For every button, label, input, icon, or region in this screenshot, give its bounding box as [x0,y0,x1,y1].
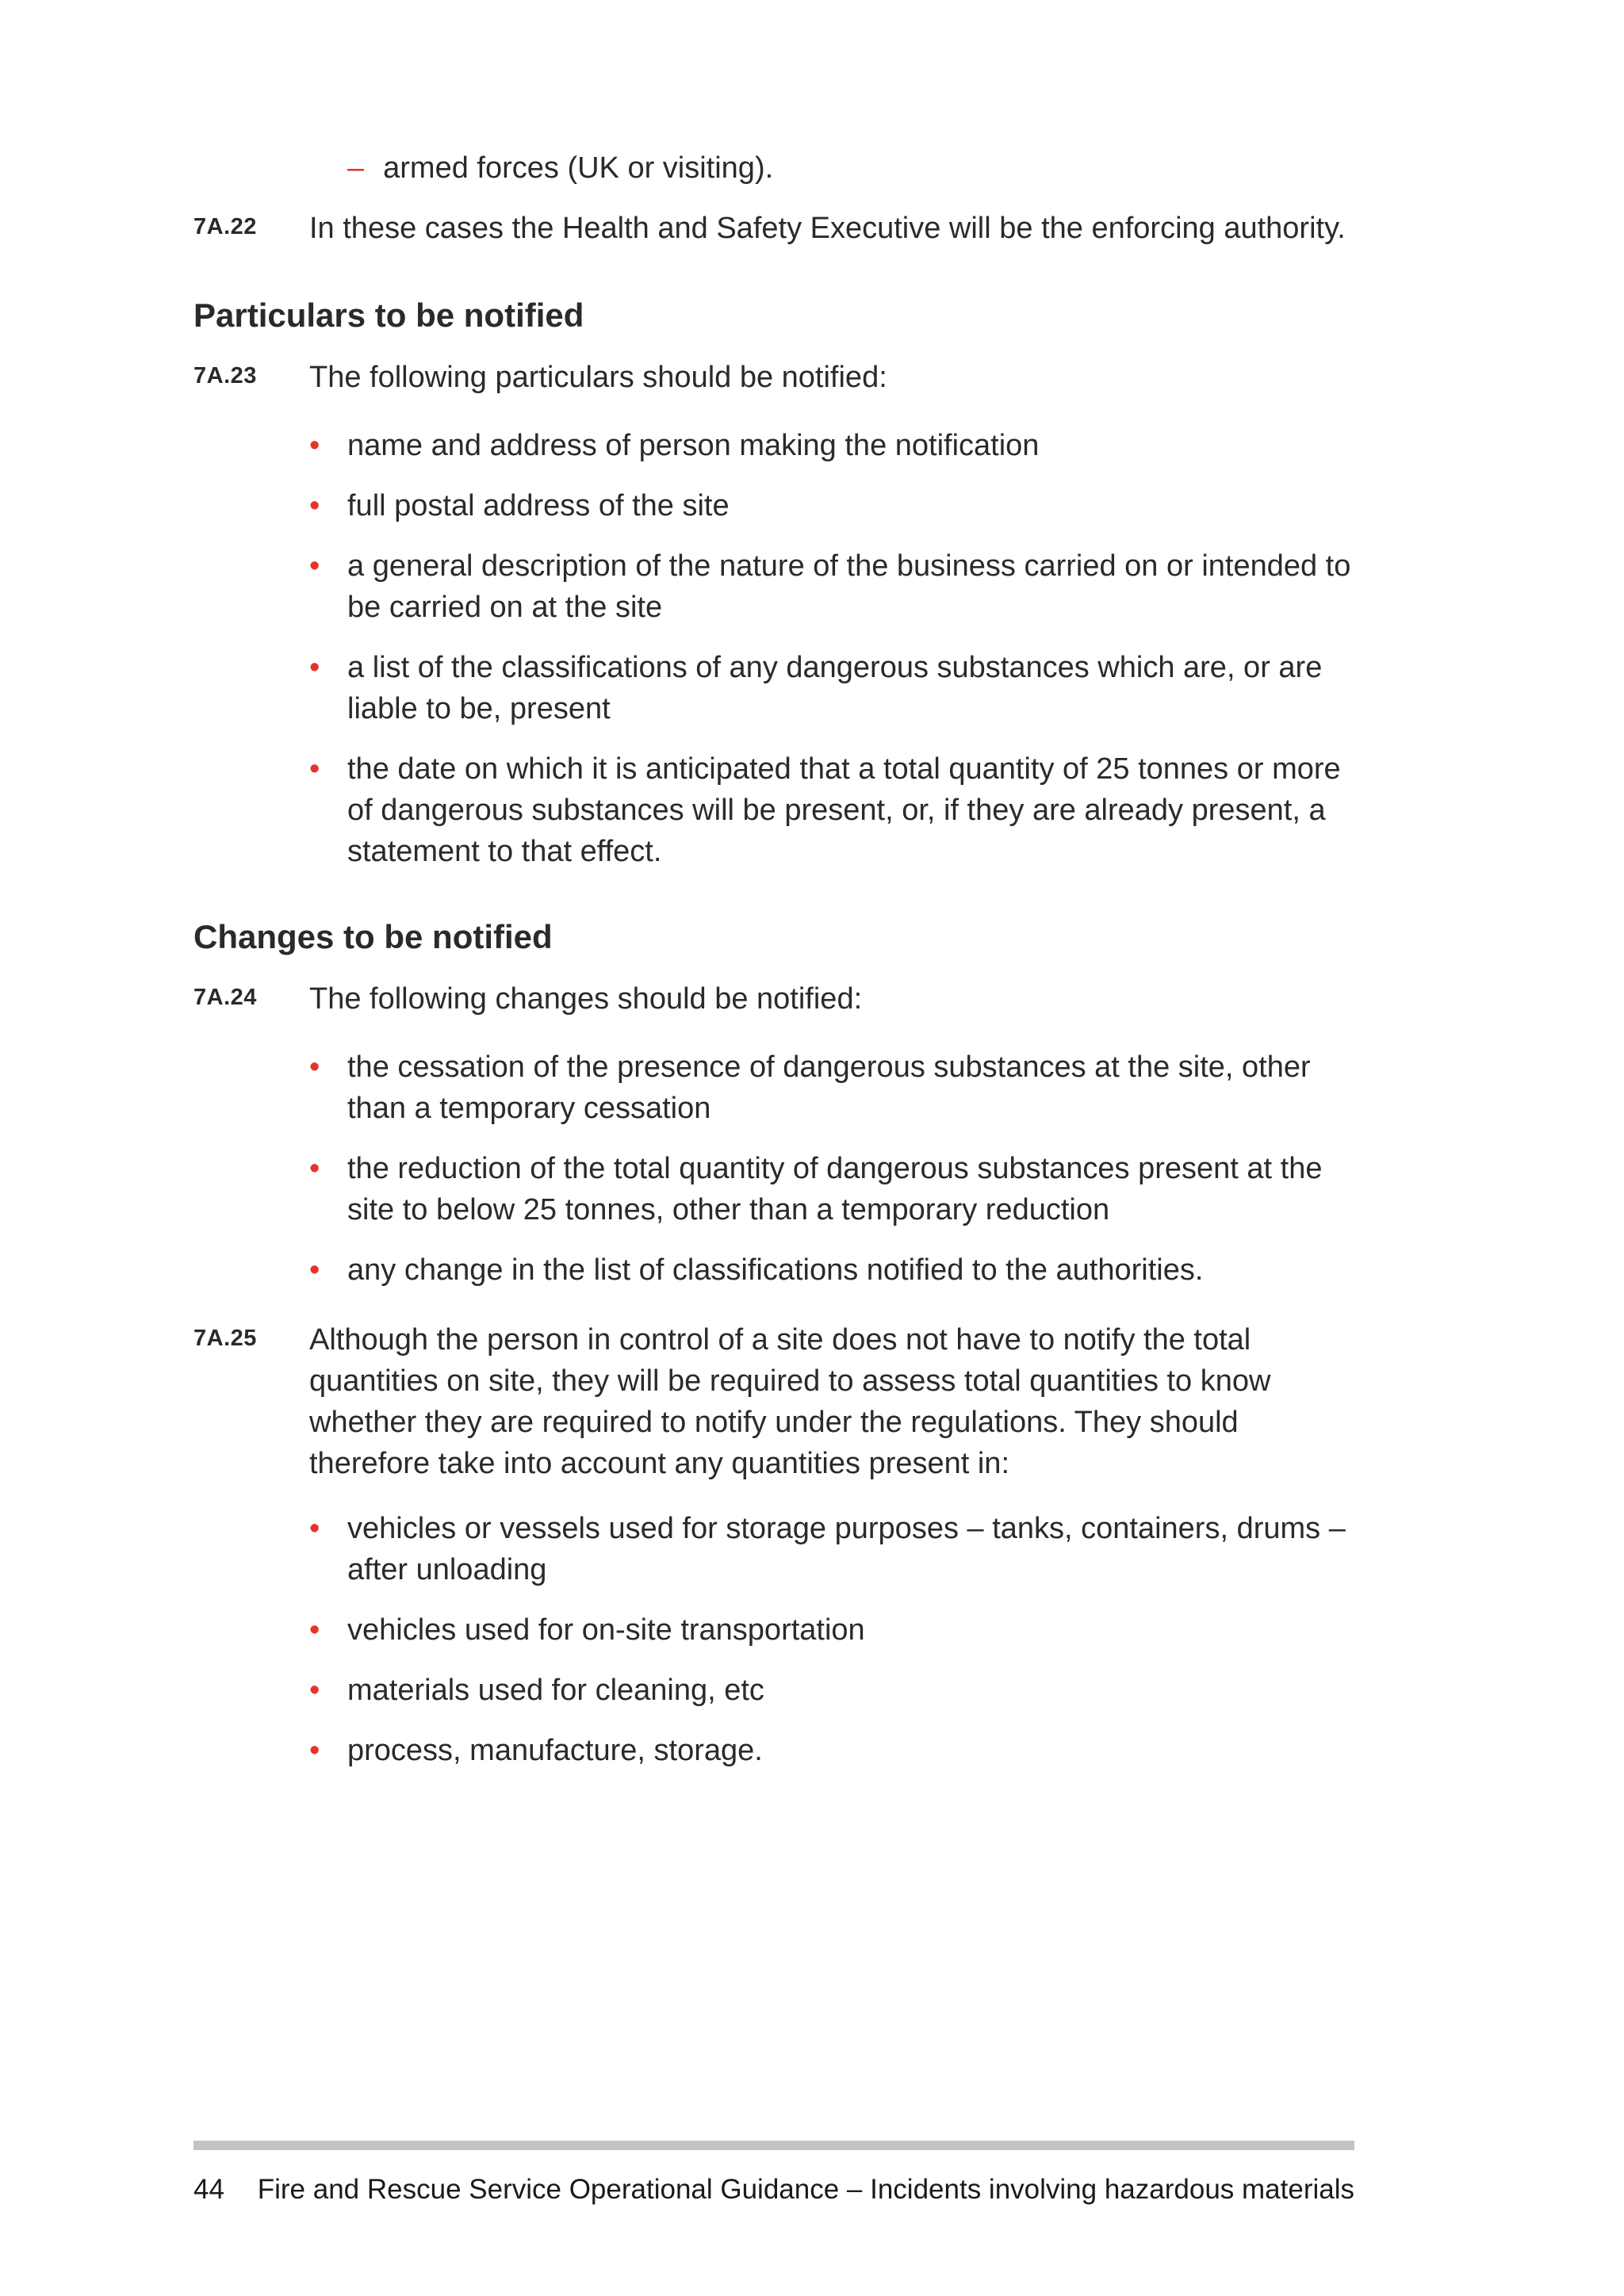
paragraph-number: 7A.22 [193,214,257,239]
changes-bullet-list [309,1047,1367,1310]
particulars-bullet-list [309,425,1367,891]
paragraph-text: The following changes should be notified: [309,982,863,1016]
list-item [309,748,1367,872]
list-item-text: the reduction of the total quantity of dangerous substances present at the site to below 25 tonnes, other than a temporary reduction [347,1152,1323,1226]
list-item [309,425,1367,466]
list-item [309,1730,1367,1771]
list-item [309,1670,1367,1711]
list-item-text: vehicles or vessels used for storage purposes – tanks, containers, drums – after unloading [347,1512,1346,1586]
list-item [309,1249,1367,1291]
list-item [309,545,1367,628]
dash-list-item [347,147,773,189]
bullet-icon: • [309,1674,320,1707]
bullet-icon: • [309,1152,320,1185]
page-number: 44 [193,2174,224,2205]
list-item [309,1609,1367,1651]
section-heading-particulars: Particulars to be notified [193,297,584,334]
dash-item-text: armed forces (UK or visiting). [383,151,774,185]
bullet-icon: • [309,1512,320,1545]
paragraph-number: 7A.23 [193,363,257,388]
list-item-text: the date on which it is anticipated that a total quantity of 25 tonnes or more of dangerous substances will be present, or, if they are already present, a statement to that effect. [347,752,1341,868]
bullet-icon: • [309,1734,320,1767]
list-item-text: full postal address of the site [347,489,730,522]
list-item [309,1148,1367,1230]
list-item-text: any change in the list of classifications notified to the authorities. [347,1253,1204,1287]
list-item-text: materials used for cleaning, etc [347,1674,764,1707]
list-item-text: the cessation of the presence of dangerous substances at the site, other than a temporary cessation [347,1050,1311,1125]
bullet-icon: • [309,1613,320,1647]
section-heading-changes: Changes to be notified [193,918,553,955]
bullet-icon: • [309,752,320,786]
footer-title: Fire and Rescue Service Operational Guidance – Incidents involving hazardous materials [257,2174,1354,2205]
list-item-text: a list of the classifications of any dangerous substances which are, or are liable to be, present [347,651,1323,725]
list-item [309,647,1367,729]
bullet-icon: • [309,651,320,684]
footer-divider [193,2141,1354,2150]
list-item-text: process, manufacture, storage. [347,1734,763,1767]
list-item [309,1508,1367,1590]
dash-marker: – [347,151,365,185]
list-item-text: name and address of person making the notification [347,429,1040,462]
paragraph-number: 7A.25 [193,1326,257,1351]
bullet-icon: • [309,549,320,583]
quantities-bullet-list [309,1508,1367,1790]
paragraph-text: Although the person in control of a site does not have to notify the total quantities on site, they will be required to assess total quantities to know whether they are required to notify under the regulations. They should therefore take into account any quantities present in: [309,1323,1271,1480]
paragraph-text: The following particulars should be notified: [309,361,887,394]
list-item-text: vehicles used for on-site transportation [347,1613,865,1647]
list-item-text: a general description of the nature of the business carried on or intended to be carried on at the site [347,549,1351,624]
bullet-icon: • [309,1253,320,1287]
paragraph-number: 7A.24 [193,985,257,1010]
bullet-icon: • [309,1050,320,1084]
list-item [309,1047,1367,1129]
list-item [309,485,1367,526]
bullet-icon: • [309,429,320,462]
paragraph-text: In these cases the Health and Safety Executive will be the enforcing authority. [309,212,1346,245]
bullet-icon: • [309,489,320,522]
